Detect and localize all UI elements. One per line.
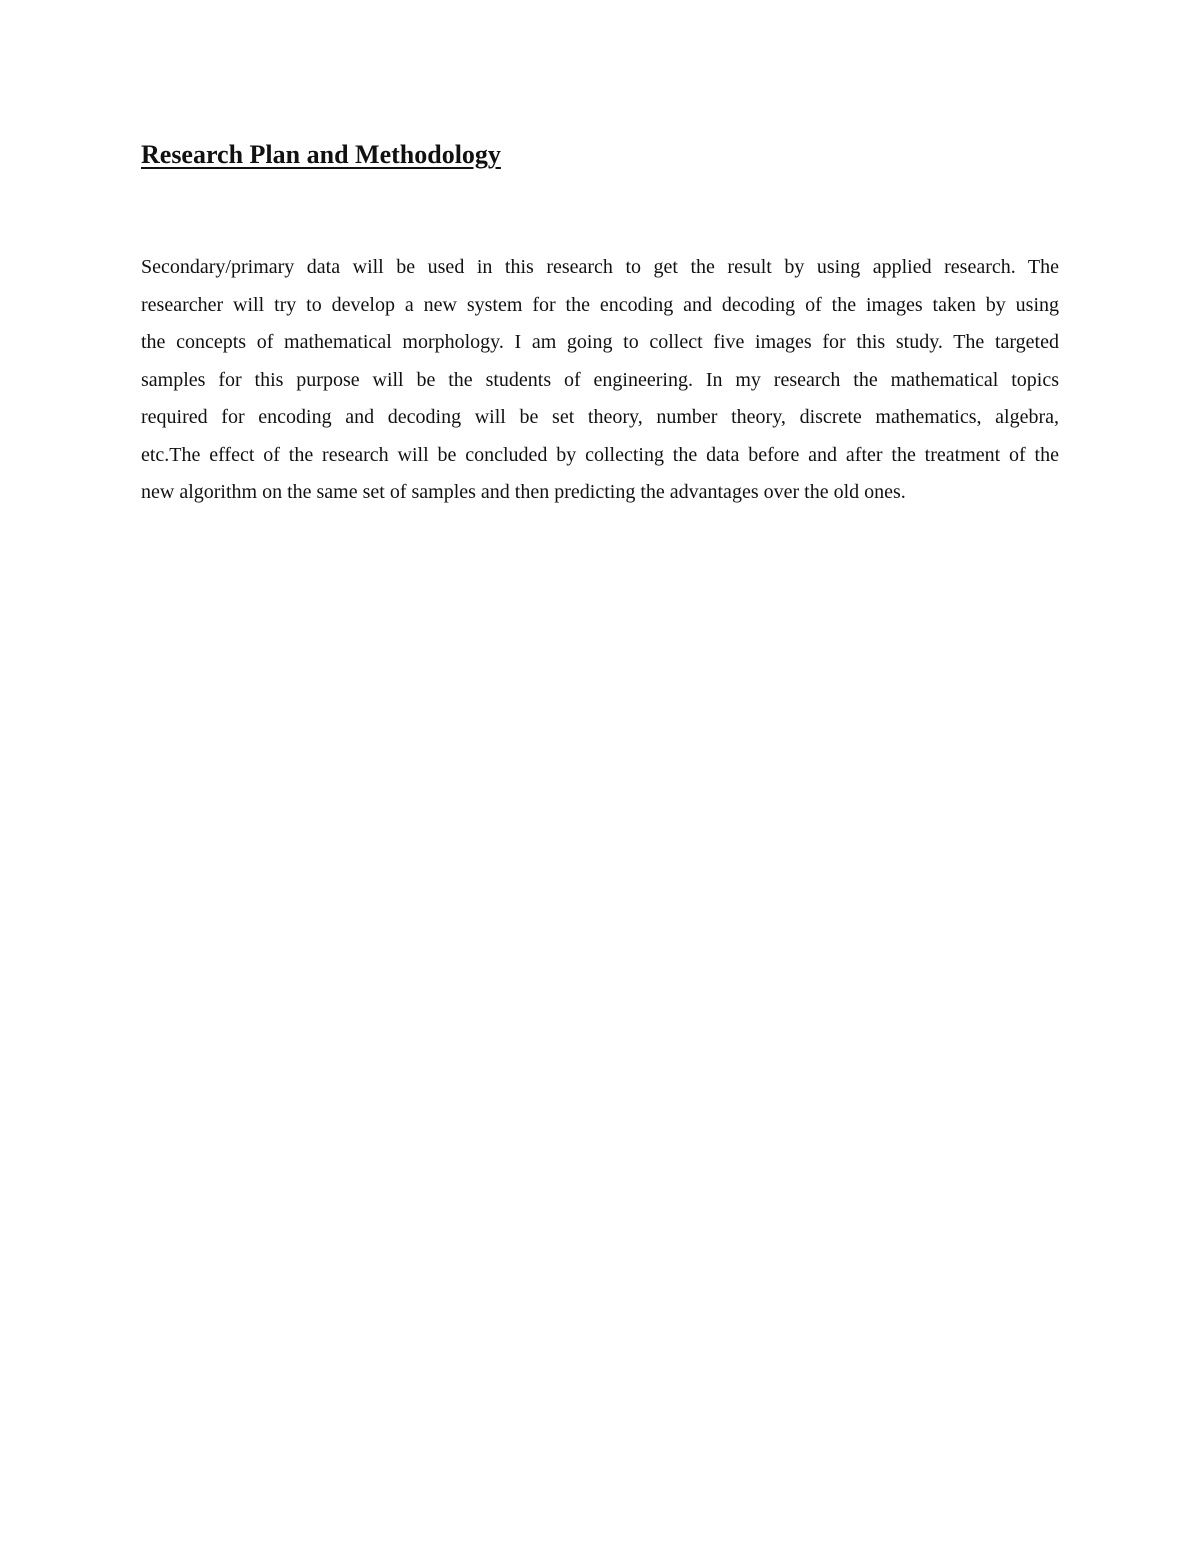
methodology-paragraph (141, 250, 1059, 513)
paragraph-line: Secondary/primary data will be used in this research to get the result by using applied research. The (141, 256, 1059, 278)
section-heading: Research Plan and Methodology (141, 140, 501, 169)
paragraph-line: required for encoding and decoding will be set theory, number theory, discrete mathematics, algebra, (141, 406, 1059, 428)
paragraph-line: the concepts of mathematical morphology. I am going to collect five images for this study. The targeted (141, 331, 1059, 353)
paragraph-line: new algorithm on the same set of samples and then predicting the advantages over the old ones. (141, 481, 906, 503)
paragraph-line: researcher will try to develop a new system for the encoding and decoding of the images taken by using (141, 293, 1059, 316)
paragraph-line: etc.The effect of the research will be concluded by collecting the data before and after the treatment of the (141, 443, 1059, 466)
paragraph-line: samples for this purpose will be the students of engineering. In my research the mathematical topics (141, 368, 1059, 391)
